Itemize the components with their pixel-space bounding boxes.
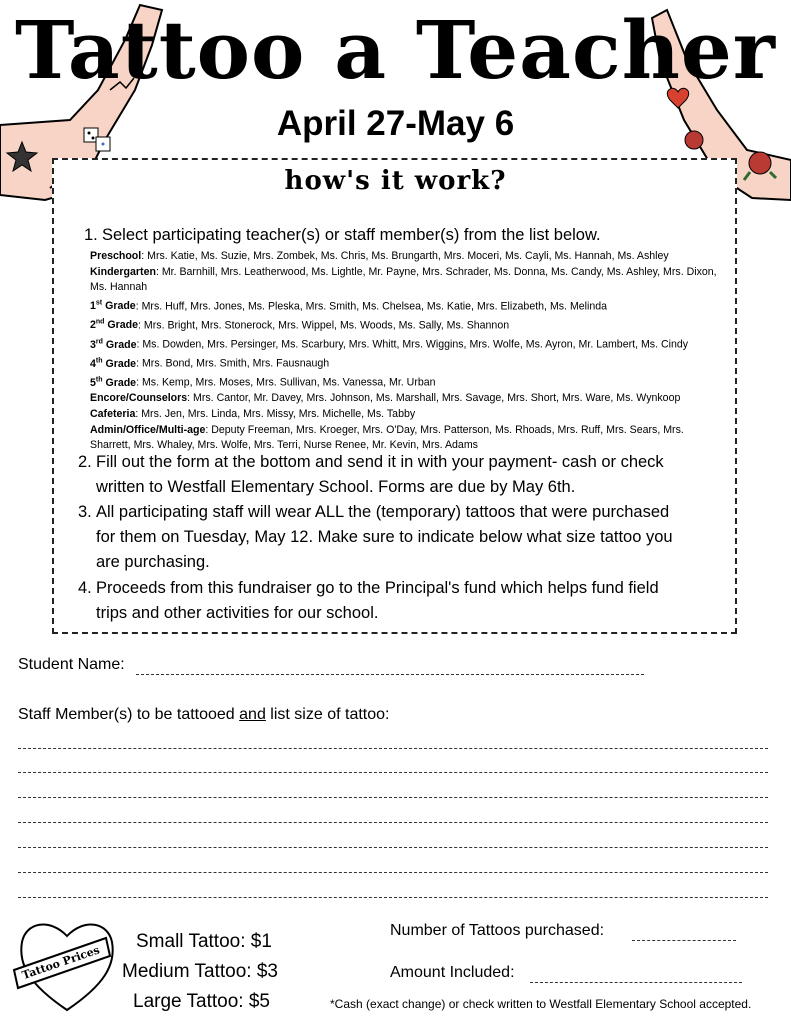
number-purchased-field[interactable]: [632, 940, 736, 941]
grade-row: Preschool: Mrs. Katie, Ms. Suzie, Mrs. Zombek, Ms. Chris, Ms. Brungarth, Mrs. Moceri, Ms. Cayli, Ms. Hannah, Ms. Ashley: [90, 250, 669, 262]
staff-entry-line[interactable]: [18, 847, 768, 848]
grade-row: Cafeteria: Mrs. Jen, Mrs. Linda, Mrs. Missy, Mrs. Michelle, Ms. Tabby: [90, 408, 416, 420]
grade-row: 1st Grade: Mrs. Huff, Mrs. Jones, Ms. Pleska, Mrs. Smith, Ms. Chelsea, Ms. Katie, Mrs. Elizabeth, Ms. Melinda: [90, 299, 608, 313]
event-dates: April 27-May 6: [276, 104, 515, 143]
step-text: written to Westfall Elementary School. Forms are due by May 6th.: [96, 478, 576, 496]
grade-row: Kindergarten: Mr. Barnhill, Mrs. Leatherwood, Ms. Lightle, Mr. Payne, Mrs. Schrader, Ms. Donna, Ms. Candy, Ms. Ashley, Mrs. Dixon, Ms. Hannah: [90, 265, 717, 294]
step-text: for them on Tuesday, May 12. Make sure to indicate below what size tattoo you: [96, 528, 673, 546]
step-text: trips and other activities for our school.: [96, 604, 379, 622]
staff-entry-line[interactable]: [18, 822, 768, 823]
student-name-label: Student Name:: [18, 656, 125, 673]
step-text: All participating staff will wear ALL the (temporary) tattoos that were purchased: [96, 503, 670, 521]
student-name-field[interactable]: [136, 674, 644, 675]
staff-members-label: Staff Member(s) to be tattooed and list size of tattoo:: [18, 706, 390, 723]
staff-list: [90, 249, 725, 454]
step-text: are purchasing.: [96, 553, 210, 571]
grade-row: 2nd Grade: Mrs. Bright, Mrs. Stonerock, Mrs. Wippel, Ms. Woods, Ms. Sally, Ms. Shannon: [90, 318, 510, 332]
step-number: 2.: [78, 453, 92, 471]
grade-row: Encore/Counselors: Mrs. Cantor, Mr. Davey, Mrs. Johnson, Ms. Marshall, Mrs. Savage, Mrs. Short, Mrs. Ware, Ms. Wynkoop: [90, 392, 681, 405]
tattoo-prices-badge: Tattoo Prices: [20, 943, 102, 983]
staff-entry-line[interactable]: [18, 897, 768, 898]
step-text: Proceeds from this fundraiser go to the Principal's fund which helps fund field: [96, 579, 659, 597]
staff-entry-line[interactable]: [18, 748, 768, 749]
payment-note: *Cash (exact change) or check written to Westfall Elementary School accepted.: [330, 997, 752, 1011]
heart-banner-icon: [10, 910, 125, 1020]
grade-row: 5th Grade: Ms. Kemp, Mrs. Moses, Mrs. Sullivan, Ms. Vanessa, Mr. Urban: [90, 376, 436, 389]
grade-row: 3rd Grade: Ms. Dowden, Mrs. Persinger, Ms. Scarbury, Mrs. Whitt, Mrs. Wiggins, Mrs. Wolfe, Ms. Ayron, Mr. Lambert, Ms. Cindy: [90, 338, 689, 351]
price-small: Small Tattoo: $1: [136, 931, 272, 952]
staff-entry-line[interactable]: [18, 772, 768, 773]
step-text: Select participating teacher(s) or staff member(s) from the list below.: [102, 226, 601, 244]
amount-included-label: Amount Included:: [390, 964, 515, 981]
grade-row: 4th Grade: Mrs. Bond, Mrs. Smith, Mrs. Fausnaugh: [90, 357, 330, 370]
step-number: 1.: [84, 226, 98, 244]
amount-included-field[interactable]: [530, 982, 742, 983]
staff-entry-line[interactable]: [18, 872, 768, 873]
step-number: 4.: [78, 579, 92, 597]
instructions-title: how's it work?: [284, 166, 507, 196]
staff-entry-line[interactable]: [18, 797, 768, 798]
price-large: Large Tattoo: $5: [133, 991, 270, 1012]
step-text: Fill out the form at the bottom and send it in with your payment- cash or check: [96, 453, 664, 471]
number-purchased-label: Number of Tattoos purchased:: [390, 922, 605, 939]
price-medium: Medium Tattoo: $3: [122, 961, 278, 982]
step-number: 3.: [78, 503, 92, 521]
grade-row: Admin/Office/Multi-age: Deputy Freeman, Mrs. Kroeger, Mrs. O'Day, Mrs. Patterson, Ms. Rhoads, Mrs. Ruff, Mrs. Sears, Mrs. Sharrett, Mrs. Whaley, Mrs. Wolfe, Mrs. Terri, Nurse Renee, Mr. Kevin, Mrs. Adams: [90, 423, 684, 452]
page-title: Tattoo a Teacher: [15, 3, 776, 97]
